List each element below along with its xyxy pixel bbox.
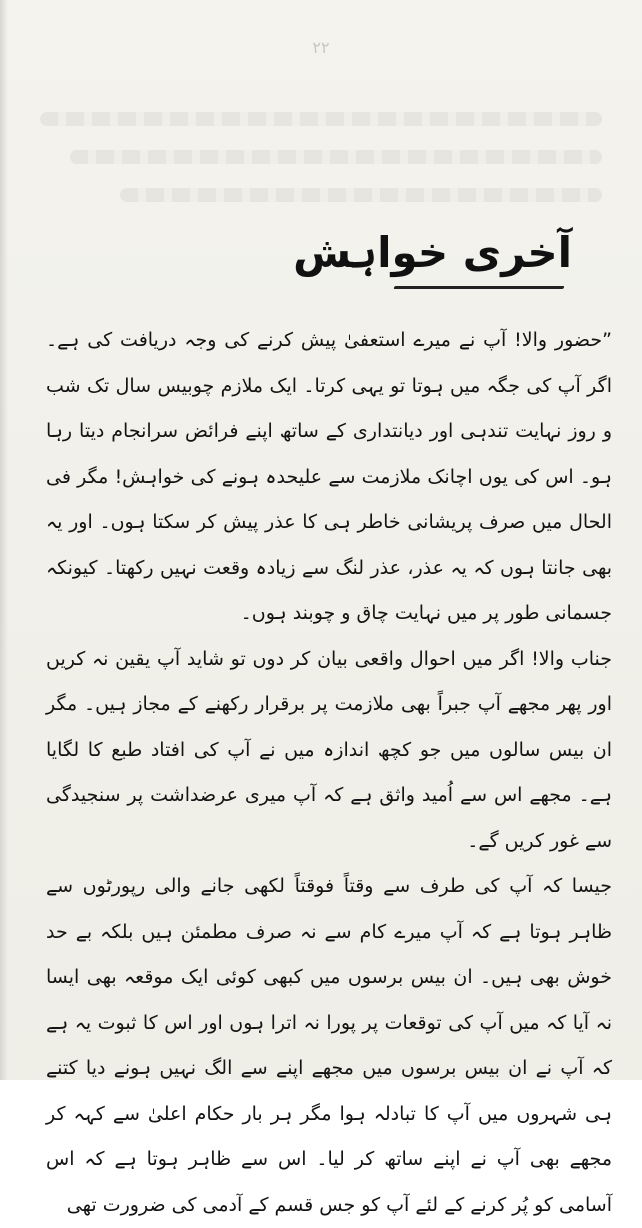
bleed-through-line (40, 112, 602, 126)
paragraph-3: جیسا کہ آپ کی طرف سے وقتاً فوقتاً لکھی جانے والی رپورٹوں سے ظاہر ہوتا ہے کہ آپ میرے کام سے نہ صرف مطمئن ہیں بلکہ بے حد خوش بھی ہیں۔ ان بیس برسوں میں کبھی کوئی ایک موقعہ بھی ایسا نہ آیا کہ میں آپ کی توقعات پر پورا نہ اترا ہوں اور اس کا ثبوت یہ ہے کہ آپ نے ان بیس برسوں میں مجھے اپنے سے الگ نہیں ہونے دیا کتنے ہی شہروں میں آپ کا تبادلہ ہوا مگر ہر بار حکام اعلیٰ سے کہہ کر مجھے بھی آپ نے اپنے ساتھ کر لیا۔ اس سے ظاہر ہوتا ہے کہ اس آسامی کو پُر کرنے کے لئے آپ کو جس قسم کے آدمی کی ضرورت تھی (46, 875, 612, 1216)
page-number: ۲۲ (312, 38, 330, 57)
chapter-title: آخری خواہش (293, 228, 572, 277)
body-text (46, 318, 612, 1228)
page-edge-shadow (0, 0, 8, 1080)
paragraph-2: جناب والا! اگر میں احوال واقعی بیان کر دوں تو شاید آپ یقین نہ کریں اور پھر مجھے آپ جبراً بھی ملازمت پر برقرار رکھنے کے مجاز ہیں۔ مگر ان بیس سالوں میں جو کچھ اندازہ میں نے آپ کی افتاد طبع کا لگایا ہے۔ مجھے اس سے اُمید واثق ہے کہ آپ میری عرضداشت پر سنجیدگی سے غور کریں گے۔ (46, 647, 612, 852)
paragraph-1: ”حضور والا! آپ نے میرے استعفیٰ پیش کرنے کی وجہ دریافت کی ہے۔ اگر آپ کی جگہ میں ہوتا تو یہی کرتا۔ ایک ملازم چوبیس سال تک شب و روز نہایت تندہی اور دیانتداری کے ساتھ اپنے فرائض سرانجام دیتا رہا ہو۔ اس کی یوں اچانک ملازمت سے علیحدہ ہونے کی خواہش! مگر فی الحال میں صرف پریشانی خاطر ہی کا عذر پیش کر سکتا ہوں۔ اور یہ بھی جانتا ہوں کہ یہ عذر، عذر لنگ سے زیادہ وقعت نہیں رکھتا۔ کیونکہ جسمانی طور پر میں نہایت چاق و چوبند ہوں۔ (46, 329, 612, 624)
bleed-through-line (120, 188, 602, 202)
bleed-through-line (70, 150, 602, 164)
title-underline (393, 286, 564, 289)
